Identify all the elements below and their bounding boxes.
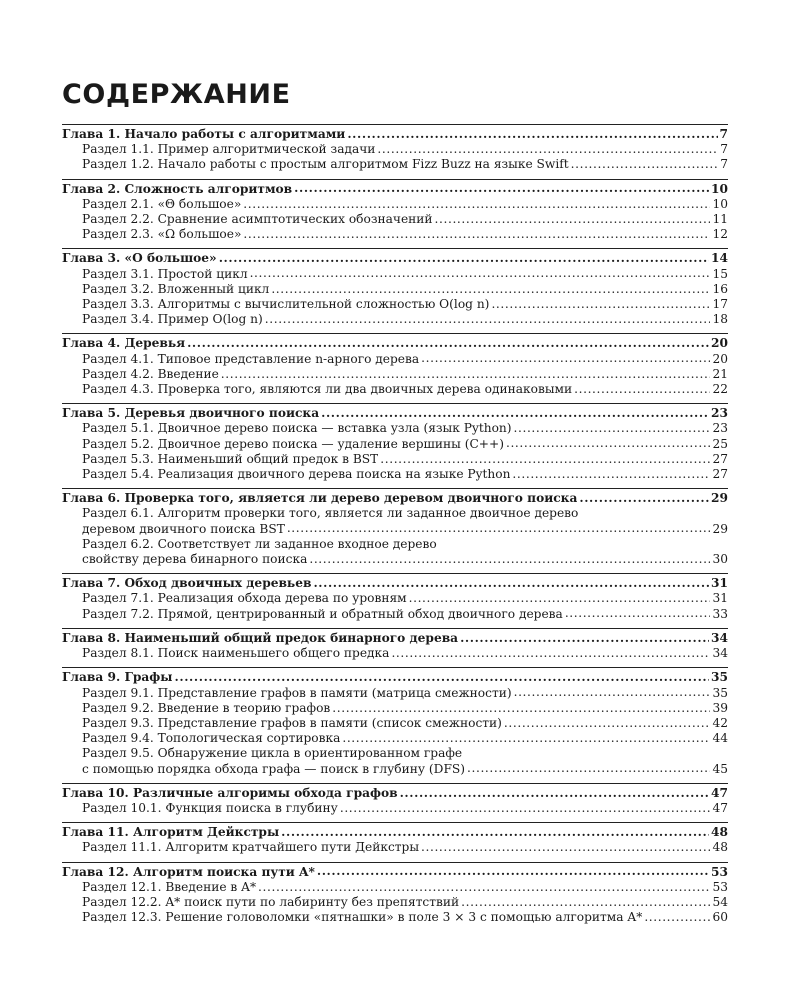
table-of-contents	[62, 124, 728, 925]
section-entry-label: Раздел 3.4. Пример O(log n)	[82, 312, 263, 327]
chapter-entry[interactable]	[62, 182, 728, 197]
chapter-entry[interactable]	[62, 786, 728, 801]
chapter-entry[interactable]	[62, 127, 728, 142]
section-entry-page-number: 10	[712, 196, 728, 211]
dot-leader	[281, 826, 709, 836]
section-entry-label: с помощью порядка обхода графа — поиск в глубину (DFS)	[82, 761, 466, 776]
section-entry-label: деревом двоичного поиска BST	[82, 521, 285, 536]
section-entry[interactable]	[62, 312, 728, 327]
chapter-entry-page-number: 34	[711, 630, 728, 645]
dot-leader	[332, 702, 710, 712]
section-entry[interactable]	[62, 382, 728, 397]
section-entry[interactable]	[62, 367, 728, 382]
section-entry-label: свойству дерева бинарного поиска	[82, 552, 308, 567]
section-entry[interactable]	[62, 452, 728, 467]
section-entry-page-number: 12	[712, 227, 728, 242]
chapter-block	[62, 667, 728, 776]
section-entry[interactable]	[62, 282, 728, 297]
chapter-block	[62, 333, 728, 397]
dot-leader	[347, 128, 717, 138]
section-entry-label: Раздел 2.1. «Θ большое»	[82, 196, 242, 211]
section-entry-label: Раздел 5.4. Реализация двоичного дерева поиска на языке Python	[82, 467, 511, 482]
section-entry-label: Раздел 5.1. Двоичное дерево поиска — вставка узла (язык Python)	[82, 421, 512, 436]
dot-leader	[514, 687, 711, 697]
section-entry-page-number: 54	[712, 894, 728, 909]
section-entry-label: Раздел 8.1. Поиск наименьшего общего предка	[82, 646, 390, 661]
chapter-entry[interactable]	[62, 631, 728, 646]
dot-leader	[221, 368, 711, 378]
chapter-entry-page-number: 48	[711, 825, 728, 840]
section-entry[interactable]	[62, 686, 728, 701]
dot-leader	[460, 632, 709, 642]
chapter-entry-page-number: 35	[711, 670, 728, 685]
section-entry-page-number: 60	[712, 910, 728, 925]
section-entry-label: Раздел 3.3. Алгоритмы с вычислительной сложностью O(log n)	[82, 297, 490, 312]
dot-leader	[377, 143, 718, 153]
section-entry-label: Раздел 9.4. Топологическая сортировка	[82, 731, 341, 746]
dot-leader	[421, 841, 710, 851]
dot-leader	[391, 647, 710, 657]
chapter-entry-page-number: 7	[719, 127, 728, 141]
section-entry-page-number: 17	[712, 297, 728, 312]
section-entry[interactable]	[62, 731, 728, 746]
section-entry-page-number: 16	[712, 281, 728, 296]
section-entry[interactable]	[62, 762, 728, 777]
chapter-entry-label: Глава 11. Алгоритм Дейкстры	[62, 825, 280, 840]
dot-leader	[421, 353, 710, 363]
dot-leader	[317, 866, 709, 876]
section-entry-page-number: 35	[712, 685, 728, 700]
chapter-entry-label: Глава 2. Сложность алгоритмов	[62, 181, 293, 196]
section-entry-line[interactable]: Раздел 6.1. Алгоритм проверки того, является ли заданное двоичное дерево	[82, 506, 579, 521]
dot-leader	[380, 453, 710, 463]
section-entry-page-number: 45	[712, 761, 728, 776]
section-entry-label: Раздел 2.3. «Ω большое»	[82, 227, 242, 242]
chapter-entry-page-number: 53	[711, 864, 728, 879]
chapter-entry-label: Глава 12. Алгоритм поиска пути A*	[62, 864, 315, 879]
section-entry-label: Раздел 9.3. Представление графов в памяти (список смежности)	[82, 715, 502, 730]
dot-leader	[243, 228, 710, 238]
chapter-entry-page-number: 10	[711, 181, 728, 196]
section-entry-page-number: 30	[712, 552, 728, 567]
chapter-entry-page-number: 23	[711, 406, 728, 421]
section-entry[interactable]	[62, 352, 728, 367]
chapter-entry[interactable]	[62, 406, 728, 421]
section-entry-page-number: 23	[712, 421, 728, 436]
section-entry[interactable]	[62, 522, 728, 537]
section-entry-page-number: 15	[712, 266, 728, 281]
dot-leader	[504, 717, 711, 727]
dot-leader	[287, 523, 711, 533]
section-entry-page-number: 18	[712, 312, 728, 327]
chapter-entry-label: Глава 4. Деревья	[62, 336, 186, 351]
section-entry-page-number: 42	[712, 715, 728, 730]
section-entry-label: Раздел 1.2. Начало работы с простым алгоритмом Fizz Buzz на языке Swift	[82, 157, 569, 172]
section-entry-page-number: 31	[712, 591, 728, 606]
chapter-entry-page-number: 20	[711, 336, 728, 351]
dot-leader	[565, 608, 711, 618]
dot-leader	[512, 468, 710, 478]
section-entry-page-number: 33	[712, 606, 728, 621]
dot-leader	[271, 283, 710, 293]
chapter-entry[interactable]	[62, 336, 728, 351]
section-entry-page-number: 48	[712, 840, 728, 855]
chapter-entry[interactable]	[62, 491, 728, 506]
dot-leader	[187, 337, 709, 347]
section-entry[interactable]	[62, 646, 728, 661]
section-entry[interactable]	[62, 142, 728, 157]
section-entry-label: Раздел 4.2. Введение	[82, 366, 219, 381]
section-entry-label: Раздел 12.1. Введение в A*	[82, 879, 257, 894]
chapter-block	[62, 403, 728, 482]
section-entry-label: Раздел 5.3. Наименьший общий предок в BST	[82, 451, 379, 466]
section-entry-page-number: 27	[712, 451, 728, 466]
chapter-entry-page-number: 29	[711, 491, 728, 506]
section-entry-page-number: 11	[712, 212, 728, 227]
dot-leader	[250, 268, 711, 278]
dot-leader	[340, 802, 711, 812]
section-entry-page-number: 39	[712, 700, 728, 715]
chapter-block	[62, 124, 728, 173]
section-entry-label: Раздел 1.1. Пример алгоритмической задачи	[82, 142, 376, 157]
section-entry[interactable]	[62, 467, 728, 482]
section-entry[interactable]	[62, 895, 728, 910]
chapter-entry[interactable]	[62, 251, 728, 266]
section-entry[interactable]	[62, 607, 728, 622]
chapter-block	[62, 862, 728, 926]
section-entry[interactable]	[62, 701, 728, 716]
chapter-entry-label: Глава 6. Проверка того, является ли дерево деревом двоичного поиска	[62, 491, 578, 506]
section-entry-label: Раздел 2.2. Сравнение асимптотических обозначений	[82, 212, 433, 227]
section-entry-label: Раздел 12.2. A* поиск пути по лабиринту без препятствий	[82, 894, 460, 909]
section-entry[interactable]	[62, 880, 728, 895]
section-entry-label: Раздел 7.2. Прямой, центрированный и обратный обход двоичного дерева	[82, 606, 563, 621]
dot-leader	[219, 252, 709, 262]
section-entry-label: Раздел 5.2. Двоичное дерево поиска — удаление вершины (C++)	[82, 436, 504, 451]
chapter-block	[62, 488, 728, 567]
section-entry-page-number: 22	[712, 382, 728, 397]
chapter-entry[interactable]	[62, 825, 728, 840]
section-entry[interactable]	[62, 197, 728, 212]
section-entry[interactable]	[62, 267, 728, 282]
dot-leader	[409, 592, 711, 602]
section-entry-label: Раздел 9.1. Представление графов в памяти (матрица смежности)	[82, 685, 512, 700]
chapter-entry-label: Глава 1. Начало работы с алгоритмами	[62, 127, 346, 141]
section-entry-label: Раздел 11.1. Алгоритм кратчайшего пути Дейкстры	[82, 840, 420, 855]
section-entry-line[interactable]: Раздел 9.5. Обнаружение цикла в ориентированном графе	[82, 746, 463, 761]
section-entry-page-number: 34	[712, 646, 728, 661]
dot-leader	[571, 158, 719, 168]
chapter-entry-page-number: 14	[711, 251, 728, 266]
section-entry-page-number: 27	[712, 467, 728, 482]
section-entry[interactable]	[62, 297, 728, 312]
dot-leader	[461, 896, 710, 906]
section-entry-page-number: 7	[720, 142, 728, 157]
chapter-block	[62, 822, 728, 855]
dot-leader	[506, 438, 711, 448]
dot-leader	[467, 763, 710, 773]
dot-leader	[400, 787, 709, 797]
dot-leader	[579, 492, 709, 502]
section-entry[interactable]	[62, 212, 728, 227]
chapter-entry-page-number: 47	[711, 785, 728, 800]
section-entry-label: Раздел 3.2. Вложенный цикл	[82, 281, 270, 296]
section-entry[interactable]	[62, 157, 728, 172]
section-entry-label: Раздел 4.1. Типовое представление n-арного дерева	[82, 351, 420, 366]
section-entry[interactable]	[62, 801, 728, 816]
dot-leader	[258, 881, 710, 891]
chapter-block	[62, 628, 728, 661]
chapter-block	[62, 573, 728, 622]
chapter-block	[62, 248, 728, 327]
dot-leader	[574, 383, 710, 393]
section-entry-label: Раздел 10.1. Функция поиска в глубину	[82, 800, 338, 815]
section-entry-label: Раздел 9.2. Введение в теорию графов	[82, 700, 331, 715]
section-entry-page-number: 20	[712, 351, 728, 366]
section-entry[interactable]	[62, 421, 728, 436]
chapter-entry-label: Глава 10. Различные алгоримы обхода графов	[62, 785, 398, 800]
section-entry[interactable]	[62, 227, 728, 242]
chapter-entry[interactable]	[62, 865, 728, 880]
chapter-entry[interactable]	[62, 670, 728, 685]
dot-leader	[313, 577, 709, 587]
dot-leader	[491, 298, 710, 308]
section-entry-line[interactable]: Раздел 6.2. Соответствует ли заданное входное дерево	[82, 536, 437, 551]
chapter-entry-label: Глава 7. Обход двоичных деревьев	[62, 576, 312, 591]
section-entry[interactable]	[62, 591, 728, 606]
chapter-entry-label: Глава 5. Деревья двоичного поиска	[62, 406, 320, 421]
section-entry-label: Раздел 7.1. Реализация обхода дерева по уровням	[82, 591, 407, 606]
section-entry[interactable]	[62, 716, 728, 731]
section-entry-page-number: 44	[712, 731, 728, 746]
dot-leader	[309, 553, 710, 563]
dot-leader	[175, 671, 710, 681]
section-entry-page-number: 25	[712, 436, 728, 451]
section-entry-label: Раздел 12.3. Решение головоломки «пятнашки» в поле 3 × 3 с помощью алгоритма A*	[82, 910, 643, 925]
chapter-entry-label: Глава 9. Графы	[62, 670, 173, 685]
chapter-entry-label: Глава 8. Наименьший общий предок бинарного дерева	[62, 630, 459, 645]
dot-leader	[644, 911, 710, 921]
section-entry-page-number: 21	[712, 366, 728, 381]
chapter-entry-label: Глава 3. «О большое»	[62, 251, 217, 266]
chapter-entry[interactable]	[62, 576, 728, 591]
section-entry-page-number: 53	[712, 879, 728, 894]
dot-leader	[435, 213, 711, 223]
dot-leader	[321, 407, 709, 417]
section-entry[interactable]	[62, 437, 728, 452]
page-title: СОДЕРЖАНИЕ	[62, 79, 291, 110]
dot-leader	[243, 198, 710, 208]
chapter-entry-page-number: 31	[711, 576, 728, 591]
section-entry-page-number: 29	[712, 521, 728, 536]
section-entry[interactable]	[62, 840, 728, 855]
chapter-block	[62, 783, 728, 816]
section-entry-label: Раздел 3.1. Простой цикл	[82, 266, 248, 281]
section-entry[interactable]	[62, 910, 728, 925]
dot-leader	[342, 732, 710, 742]
section-entry-page-number: 7	[720, 157, 728, 172]
dot-leader	[265, 313, 711, 323]
section-entry-page-number: 47	[712, 800, 728, 815]
section-entry[interactable]	[62, 552, 728, 567]
chapter-block	[62, 179, 728, 243]
dot-leader	[294, 183, 709, 193]
dot-leader	[514, 422, 711, 432]
section-entry-label: Раздел 4.3. Проверка того, являются ли два двоичных дерева одинаковыми	[82, 382, 573, 397]
